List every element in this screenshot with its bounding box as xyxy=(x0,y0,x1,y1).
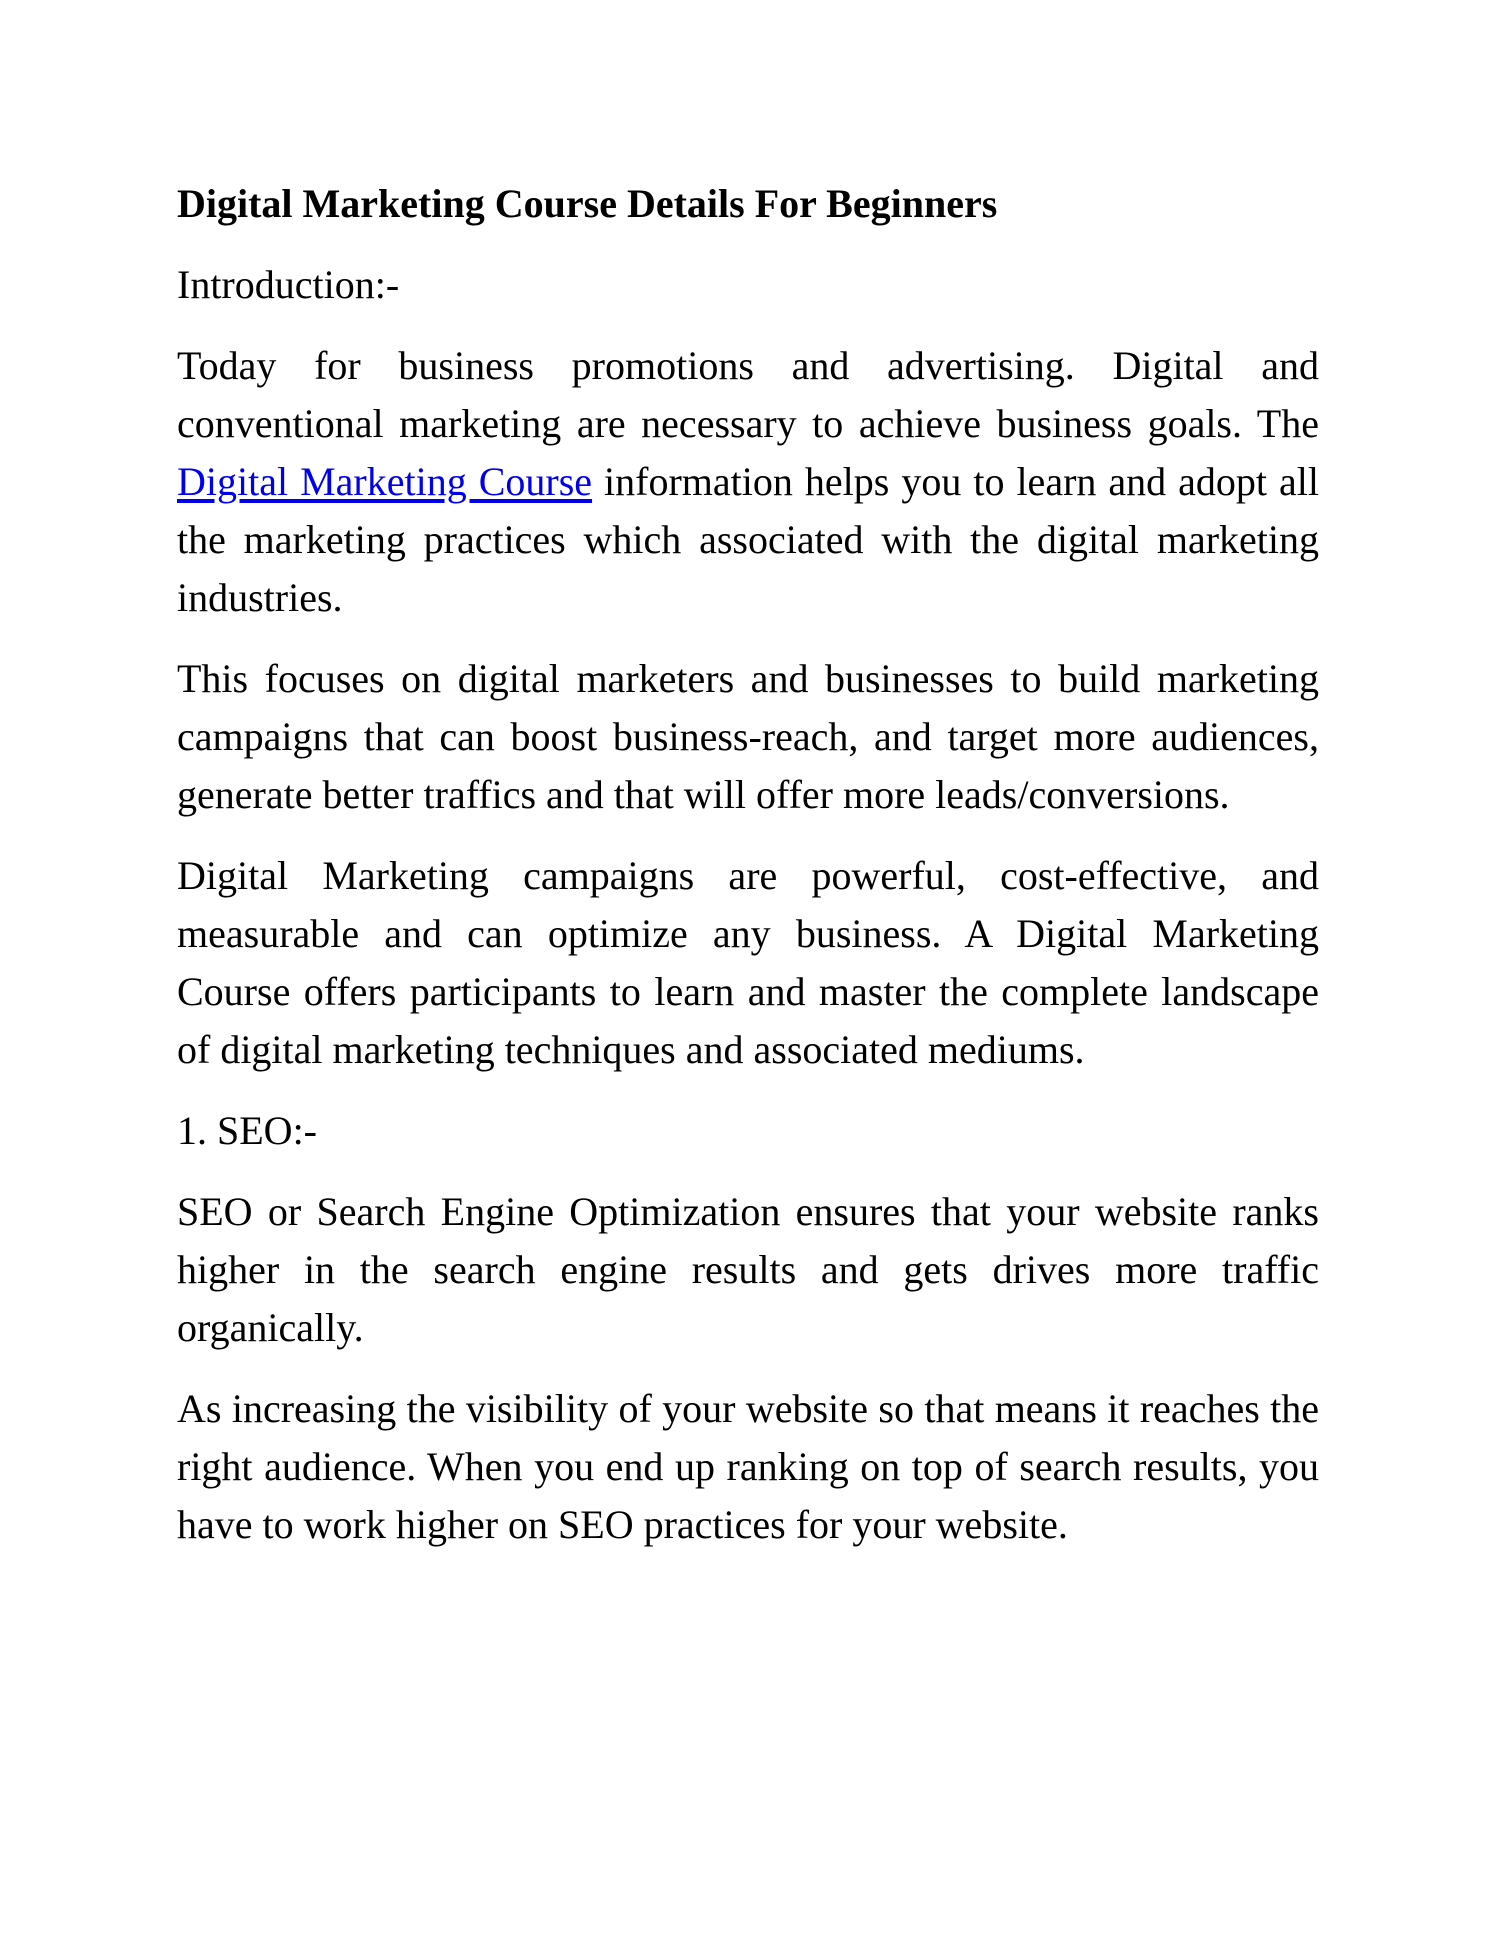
paragraph-seo-visibility: As increasing the visibility of your website so that means it reaches the right audience. When you end up ranking on top of search results, you have to work higher on SEO practices for your website. xyxy=(177,1386,1319,1547)
paragraph-campaigns: Digital Marketing campaigns are powerful, cost-effective, and measurable and can optimize any business. A Digital Marketing Course offers participants to learn and master the complete landscape of digital marketing techniques and associated mediums. xyxy=(177,853,1319,1072)
document-title: Digital Marketing Course Details For Beginners xyxy=(177,181,998,226)
document-body xyxy=(177,175,1319,1577)
paragraph-intro-text-before: Today for business promotions and advertising. Digital and conventional marketing are necessary to achieve business goals. The xyxy=(177,343,1319,446)
digital-marketing-course-link[interactable]: Digital Marketing Course xyxy=(177,459,593,504)
paragraph-intro xyxy=(177,337,1319,627)
paragraph-intro-text-after: information helps you to learn and adopt all the marketing practices which associated with the digital marketing industries. xyxy=(177,459,1319,620)
paragraph-focus: This focuses on digital marketers and businesses to build marketing campaigns that can boost business-reach, and target more audiences, generate better traffics and that will offer more leads/conversions. xyxy=(177,656,1319,817)
paragraph-seo-definition: SEO or Search Engine Optimization ensures that your website ranks higher in the search engine results and gets drives more traffic organically. xyxy=(177,1189,1319,1350)
introduction-heading: Introduction:- xyxy=(177,262,400,307)
seo-heading: 1. SEO:- xyxy=(177,1108,317,1153)
